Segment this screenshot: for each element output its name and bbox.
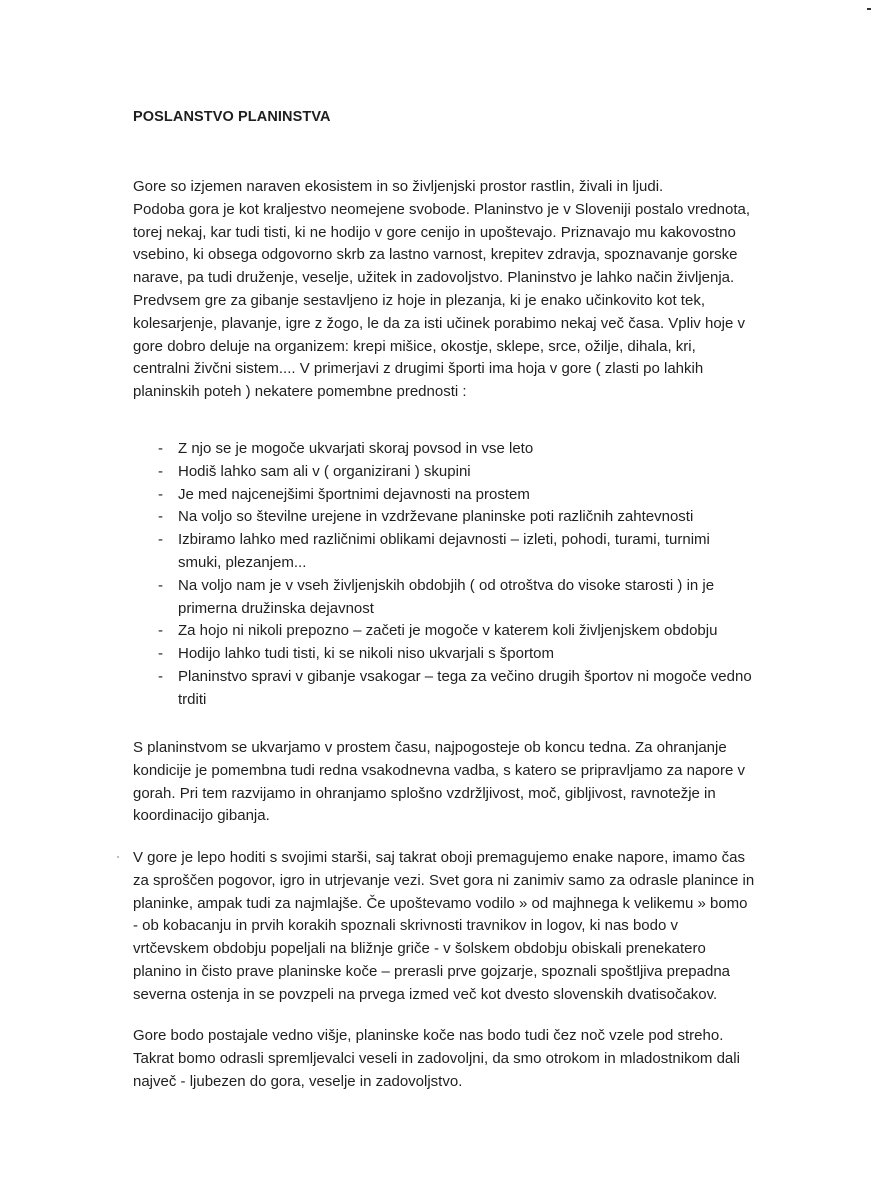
text-line: vsebino, ki obsega odgovorno skrb za lastno varnost, krepitev zdravja, spoznavanje gorske [133, 246, 738, 264]
dash-bullet: - [158, 576, 163, 594]
text-line: V gore je lepo hoditi s svojimi starši, saj takrat oboji premagujemo enake napore, imamo čas [133, 849, 745, 866]
list-item-text: Za hojo ni nikoli prepozno – začeti je mogoče v katerem koli življenjskem obdobju [178, 622, 718, 640]
text-line: planinskih poteh ) nekatere pomembne prednosti : [133, 383, 467, 401]
list-item-text: Izbiramo lahko med različnimi oblikami dejavnosti – izleti, pohodi, turami, turnimi [178, 531, 710, 549]
list-item-text: Na voljo nam je v vseh življenjskih obdobjih ( od otroštva do visoke starosti ) in je [178, 576, 715, 594]
text-line: torej nekaj, kar tudi tisti, ki ne hodijo v gore cenijo in upoštevajo. Priznavajo mu kakovostno [133, 223, 736, 241]
text-line: - ob kobacanju in prvih korakih spoznali skrivnosti travnikov in logov, ki nas bodo v [133, 917, 678, 935]
list-item-text: Hodiš lahko sam ali v ( organizirani ) skupini [178, 462, 471, 480]
list-item-text: primerna družinska dejavnost [178, 599, 374, 617]
text-line: za sproščen pogovor, igro in utrjevanje vezi. Svet gora ni zanimiv samo za odrasle planince in [133, 871, 755, 889]
list-item [158, 666, 828, 712]
training-paragraph [133, 737, 823, 828]
list-item-text: Hodijo lahko tudi tisti, ki se nikoli niso ukvarjali s športom [178, 645, 554, 663]
text-line: Takrat bomo odrasli spremljevalci veseli in zadovoljni, da smo otrokom in mladostnikom dali [133, 1049, 740, 1067]
list-item [158, 461, 828, 484]
list-item-text: smuki, plezanjem... [178, 553, 307, 571]
text-line: narave, pa tudi druženje, veselje, užitek in zadovoljstvo. Planinstvo je lahko način življenja. [133, 269, 735, 287]
dash-bullet: - [158, 440, 163, 457]
closing-paragraph [133, 1025, 823, 1093]
text-line: gorah. Pri tem razvijamo in ohranjamo splošno vzdržljivost, moč, gibljivost, ravnotežje in [133, 784, 716, 802]
text-line: Predvsem gre za gibanje sestavljeno iz hoje in plezanja, ki je enako učinkovito kot tek, [133, 291, 705, 309]
list-item-text: Z njo se je mogoče ukvarjati skoraj povsod in vse leto [178, 440, 534, 457]
text-line: koordinacijo gibanja. [133, 807, 270, 825]
list-item [158, 484, 828, 507]
text-line: S planinstvom se ukvarjamo v prostem času, najpogosteje ob koncu tedna. Za ohranjanje [133, 739, 727, 756]
text-line: gore dobro deluje na organizem: krepi mišice, okostje, sklepe, srce, ožilje, dihala, kri, [133, 337, 696, 355]
text-line: kolesarjenje, plavanje, igre z žogo, le da za isti učinek porabimo nekaj več časa. Vpliv hoje v [133, 314, 745, 332]
list-item-text: Planinstvo spravi v gibanje vsakogar – tega za večino drugih športov ni mogoče vedno [178, 667, 752, 685]
dash-bullet: - [158, 462, 163, 480]
list-item-text: Je med najcenejšimi športnimi dejavnosti na prostem [178, 485, 530, 503]
family-paragraph [133, 847, 823, 1007]
dash-bullet: - [158, 622, 163, 640]
advantages-list [158, 438, 828, 712]
text-line: planino in čisto prave planinske koče – prerasli prve gojzarje, spoznali spoštljiva prepadna [133, 962, 731, 980]
list-item-text: Na voljo so številne urejene in vzdrževane planinske poti različnih zahtevnosti [178, 508, 694, 526]
dash-bullet: - [158, 508, 163, 526]
dash-bullet: - [158, 645, 163, 663]
dash-bullet: - [158, 667, 163, 685]
text-line: planinke, ampak tudi za najmlajše. Če upoštevamo vodilo » od majhnega k velikemu » bomo [133, 894, 748, 912]
list-item-text: trditi [178, 690, 207, 708]
list-item [158, 575, 828, 621]
list-item [158, 529, 828, 575]
text-line: Gore so izjemen naraven ekosistem in so življenjski prostor rastlin, živali in ljudi. [133, 178, 664, 195]
text-line: največ - ljubezen do gora, veselje in zadovoljstvo. [133, 1072, 463, 1090]
intro-paragraph [133, 176, 823, 404]
dash-bullet: - [158, 485, 163, 503]
list-item [158, 506, 828, 529]
scan-corner-mark [867, 8, 871, 10]
text-line: severna ostenja in se povzpeli na prvega izmed več kot dvesto slovenskih dvatisočakov. [133, 985, 718, 1003]
text-line: vrtčevskem obdobju popeljali na bližnje griče - v šolskem obdobju obiskali prenekatero [133, 940, 706, 958]
list-item [158, 643, 828, 666]
scan-margin-dot [117, 856, 119, 858]
list-item [158, 620, 828, 643]
document-title: POSLANSTVO PLANINSTVA [133, 109, 331, 125]
text-line: Podoba gora je kot kraljestvo neomejene svobode. Planinstvo je v Sloveniji postalo vrednota, [133, 200, 751, 218]
dash-bullet: - [158, 531, 163, 549]
list-item [158, 438, 828, 461]
text-line: Gore bodo postajale vedno višje, planinske koče nas bodo tudi čez noč vzele pod streho. [133, 1027, 724, 1044]
text-line: centralni živčni sistem.... V primerjavi z drugimi športi ima hoja v gore ( zlasti po lahkih [133, 360, 704, 378]
text-line: kondicije je pomembna tudi redna vsakodnevna vadba, s katero se pripravljamo za napore v [133, 761, 746, 779]
